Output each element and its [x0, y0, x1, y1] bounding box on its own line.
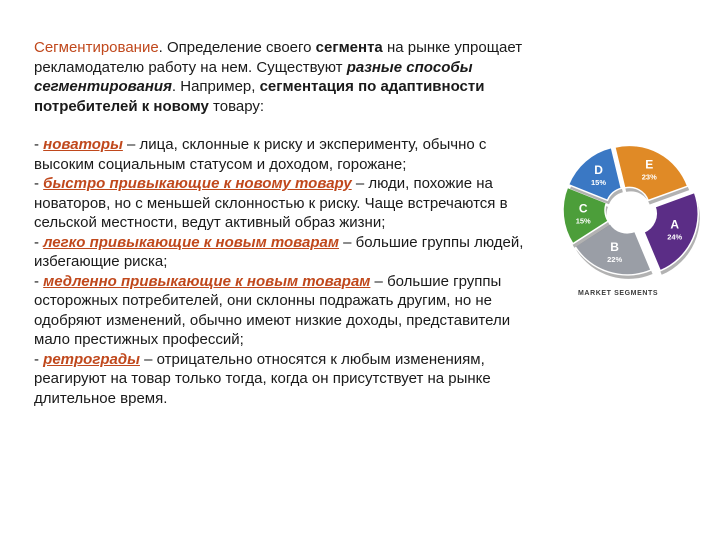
pie-letter-c: C: [578, 201, 588, 216]
dash: -: [34, 136, 44, 153]
list-item-innovators: [34, 135, 539, 174]
text-block: [34, 38, 539, 408]
intro-text-b: на рынке упрощает рекламодателю работу на нем. Существуют: [34, 39, 523, 76]
desc-retrogrades: – отрицательно относятся к любым изменениям, реагируют на товар только тогда, когда он присутствует на рынке длительное время.: [34, 350, 491, 407]
term-innovators: новаторы: [43, 136, 123, 153]
pie-letter-b: B: [610, 239, 619, 254]
market-segments-figure: [548, 128, 708, 308]
dash: -: [34, 233, 44, 251]
list-item-retrogrades: [34, 350, 539, 409]
list-item-easy-adopters: [34, 233, 539, 272]
desc-innovators: – лица, склонные к риску и эксперименту, обычно с высоким социальным статусом и доходом, горожане;: [34, 136, 487, 173]
pie-letter-d: D: [594, 162, 603, 177]
pie-percent-e: 23%: [641, 172, 657, 182]
pie-letter-e: E: [645, 157, 654, 172]
dash: -: [34, 272, 44, 290]
list-item-slow-adopters: [34, 272, 539, 350]
desc-fast-adopters: – люди, похожие на новаторов, но с меньшей склонностью к риску. Чаще встречаются в сельской местности, ведут активный образ жизни;: [34, 175, 508, 231]
list-item-fast-adopters: [34, 174, 539, 233]
intro-paragraph: [34, 38, 539, 116]
pie-percent-c: 15%: [575, 216, 591, 226]
term-easy-adopters: легко привыкающие к новым товарам: [43, 233, 339, 251]
intro-text-d: товару:: [208, 97, 265, 115]
pie-chart: [548, 128, 708, 288]
term-retrogrades: ретрограды: [43, 350, 140, 368]
intro-bold-adaptivity: сегментация по адаптивности потребителей к новому: [34, 78, 485, 115]
intro-text-a: . Определение своего: [158, 39, 316, 56]
dash: -: [34, 175, 44, 192]
intro-text-c: . Например,: [171, 78, 260, 95]
spacer: [34, 116, 539, 135]
dash: -: [34, 350, 44, 368]
pie-letter-a: A: [670, 217, 680, 232]
pie-percent-b: 22%: [607, 254, 623, 264]
desc-slow-adopters: – большие группы осторожных потребителей, они склонны подражать другим, но не одобряют изменений, обычно имеют низкие доходы, представители мало престижных профессий;: [34, 272, 511, 348]
term-fast-adopters: быстро привыкающие к новому товару: [43, 175, 352, 192]
intro-bold-segment: сегмента: [315, 39, 383, 56]
desc-easy-adopters: – большие группы людей, избегающие риска;: [34, 233, 524, 270]
term-segmentation: Сегментирование: [34, 39, 159, 56]
chart-caption: MARKET SEGMENTS: [578, 290, 659, 297]
term-slow-adopters: медленно привыкающие к новым товарам: [43, 272, 371, 290]
intro-italic-methods: разные способы сегментирования: [34, 58, 473, 95]
pie-percent-d: 15%: [591, 177, 607, 187]
pie-percent-a: 24%: [667, 232, 683, 242]
